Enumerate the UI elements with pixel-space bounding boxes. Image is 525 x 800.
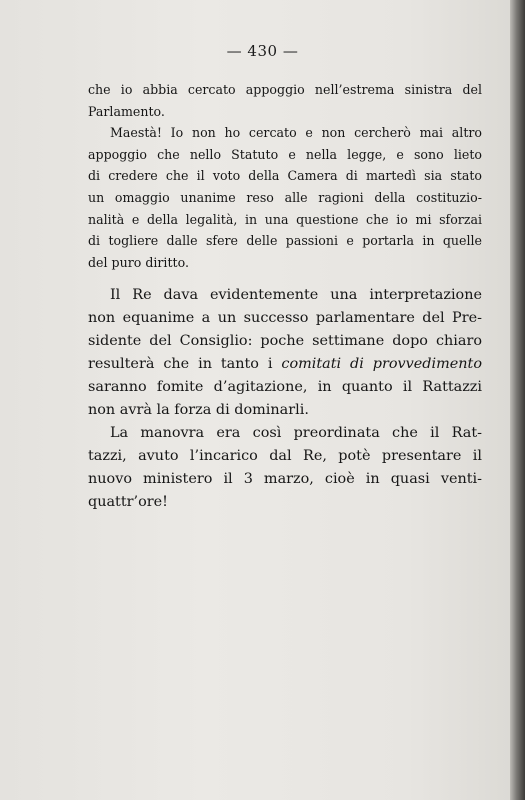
text-line: un omaggio unanime reso alle ragioni della costituzio-	[88, 189, 482, 205]
text-line: Maestà! Io non ho cercato e non cercherò mai altro	[110, 125, 482, 141]
text-line: La manovra era così preordinata che il Rat-	[110, 425, 482, 441]
italic-phrase: comitati di provvedimento	[281, 356, 482, 372]
text-line-prefix: resulterà che in tanto i	[88, 356, 282, 372]
narrative-text	[88, 284, 482, 514]
text-line: nalità e della legalità, in una questione che io mi sforzai	[88, 211, 482, 227]
text-line: non equanime a un successo parlamentare del Pre-	[88, 310, 482, 326]
text-line: Il Re dava evidentemente una interpretazione	[110, 287, 482, 303]
text-line: appoggio che nello Statuto e nella legge, e sono lieto	[88, 146, 482, 162]
text-line: nuovo ministero il 3 marzo, cioè in quasi venti-	[88, 471, 482, 487]
text-line: quattr’ore!	[88, 494, 168, 510]
page-number: — 430 —	[226, 42, 299, 60]
text-line: saranno fomite d’agitazione, in quanto il Rattazzi	[88, 379, 482, 395]
text-line: di togliere dalle sfere delle passioni e portarla in quelle	[88, 233, 482, 249]
text-line: Parlamento.	[88, 103, 165, 119]
page-edge-shadow	[510, 0, 525, 800]
text-line: tazzi, avuto l’incarico dal Re, potè presentare il	[88, 448, 482, 464]
letter-quotation	[88, 79, 482, 273]
text-line	[88, 353, 482, 376]
text-line: di credere che il voto della Camera di martedì sia stato	[88, 168, 482, 184]
text-line: del puro diritto.	[88, 254, 189, 270]
text-line: che io abbia cercato appoggio nell’estrema sinistra del	[88, 82, 482, 97]
text-line: sidente del Consiglio: poche settimane dopo chiaro	[88, 333, 482, 349]
text-line: non avrà la forza di dominarli.	[88, 402, 309, 418]
